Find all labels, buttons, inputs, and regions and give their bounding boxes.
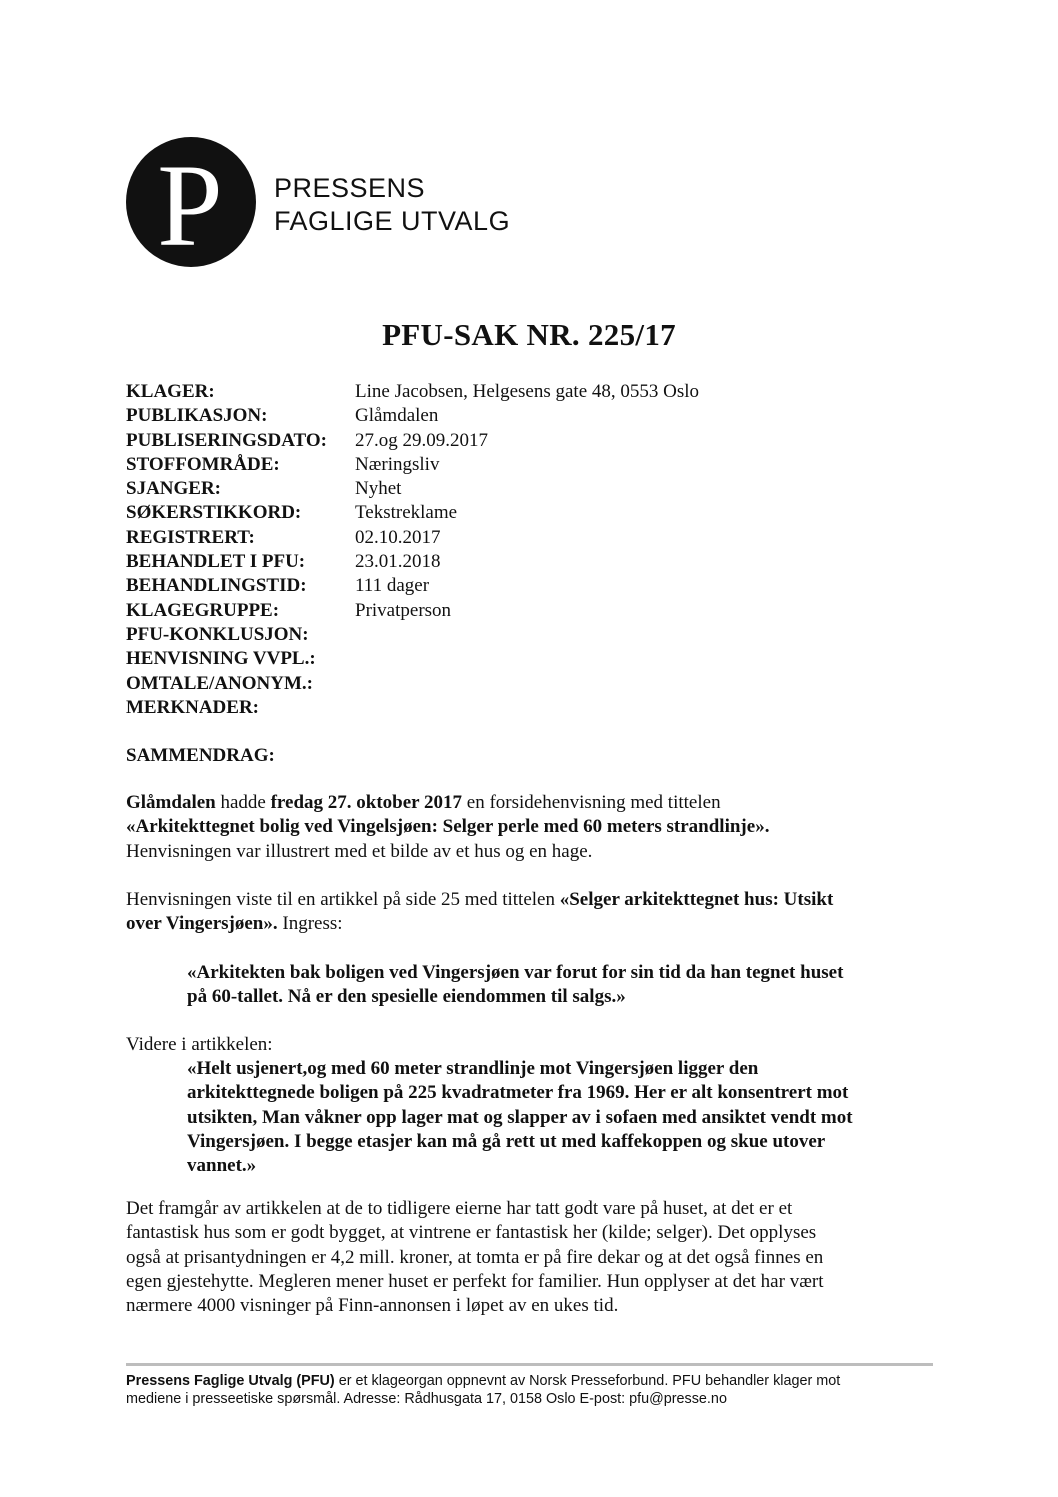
footer-org-name: Pressens Faglige Utvalg (PFU) [126,1373,335,1389]
text-line: nærmere 4000 visninger på Finn-annonsen i løpet av en ukes tid. [126,1295,619,1317]
text-line: Videre i artikkelen: [126,1034,273,1055]
meta-row-stoffomrade [126,453,699,477]
bold-text: over Vingersjøen». [126,913,278,935]
meta-value: Glåmdalen [355,405,439,427]
meta-key: SJANGER: [126,478,222,500]
ingress-quote [187,961,937,1010]
meta-key: BEHANDLINGSTID: [126,575,307,597]
text-span: hadde [215,792,271,813]
footer-text: er et klageorgan oppnevnt av Norsk Presseforbund. PFU behandler klager mot [334,1373,841,1389]
quote-line: vannet.» [187,1155,257,1177]
text-line: egen gjestehytte. Megleren mener huset er perfekt for familier. Hun opplyser at det har vært [126,1270,824,1292]
meta-row-sokerstikkord [126,501,699,525]
footer-line [126,1372,946,1390]
text-span: Ingress: [277,913,343,935]
summary-paragraph-2 [126,888,926,937]
meta-key: KLAGER: [126,381,215,402]
meta-key: BEHANDLET I PFU: [126,551,306,573]
meta-key: HENVISNING VVPL.: [126,648,316,670]
meta-row-omtale [126,672,699,696]
article-quote [187,1057,937,1178]
bold-text: Glåmdalen [126,792,216,813]
quote-line: på 60-tallet. Nå er den spesielle eiendommen til salgs.» [187,986,626,1008]
text-line [126,888,926,912]
text-span: en forsidehenvisning med tittelen [462,792,721,813]
bold-text: «Arkitekttegnet bolig ved Vingelsjøen: Selger perle med 60 meters strandlinje». [126,816,770,838]
text-line [126,912,926,936]
meta-key: STOFFOMRÅDE: [126,453,280,475]
summary-paragraph-1 [126,791,926,864]
meta-value: 23.01.2018 [355,551,441,573]
text-span: Henvisningen viste til en artikkel på side 25 med tittelen [126,889,560,910]
pfu-logo-icon [126,137,256,267]
meta-row-konklusjon [126,623,699,647]
footer [126,1372,946,1408]
meta-row-publiseringsdato [126,429,699,453]
org-name [274,172,510,238]
bold-text: fredag 27. oktober 2017 [270,792,463,813]
summary-heading: SAMMENDRAG: [126,745,275,766]
footer-divider [126,1363,933,1366]
meta-value: 111 dager [355,575,430,597]
meta-row-publikasjon [126,404,699,428]
text-line: fantastisk hus som er godt bygget, at vintrene er fantastisk her (kilde; selger). Det opplyses [126,1222,817,1244]
meta-key: PUBLIKASJON: [126,405,268,427]
meta-value: Tekstreklame [355,502,458,524]
meta-key: REGISTRERT: [126,526,255,548]
meta-value: Privatperson [355,599,452,621]
meta-row-registrert [126,526,699,550]
meta-value: 27.og 29.09.2017 [355,429,488,451]
meta-key: KLAGEGRUPPE: [126,599,280,621]
meta-key: SØKERSTIKKORD: [126,502,302,524]
meta-value: 02.10.2017 [355,526,441,548]
logo-letter: P [157,140,223,267]
meta-row-behandlet [126,550,699,574]
further-label [126,1033,926,1057]
meta-row-henvisning [126,647,699,671]
meta-key: PUBLISERINGSDATO: [126,429,327,451]
text-line [126,815,926,839]
bold-text: «Selger arkitekttegnet hus: Utsikt [559,889,834,910]
text-line: Henvisningen var illustrert med et bilde av et hus og en hage. [126,840,593,862]
org-name-line2: FAGLIGE UTVALG [274,206,511,236]
org-name-line1: PRESSENS [274,173,426,203]
meta-row-klagegruppe [126,599,699,623]
quote-line: arkitekttegnede boligen på 225 kvadratmeter fra 1969. Her er alt konsentrert mot [187,1082,849,1104]
case-metadata [126,380,699,720]
quote-line: utsikten, Man våkner opp lager mat og slapper av i sofaen med ansiktet vendt mot [187,1106,853,1128]
summary-paragraph-3 [126,1197,926,1318]
meta-row-sjanger [126,477,699,501]
quote-line: «Helt usjenert,og med 60 meter strandlinje mot Vingersjøen ligger den [187,1058,759,1079]
quote-line: Vingersjøen. I begge etasjer kan må gå rett ut med kaffekoppen og skue utover [187,1130,826,1152]
text-line: også at prisantydningen er 4,2 mill. kroner, at tomta er på fire dekar og at det også finnes en [126,1246,824,1268]
meta-value: Næringsliv [355,453,440,475]
meta-key: MERKNADER: [126,696,259,718]
meta-row-merknader [126,696,699,720]
text-line: Det framgår av artikkelen at de to tidligere eierne har tatt godt vare på huset, at det er et [126,1198,793,1219]
text-line [126,791,926,815]
meta-value: Line Jacobsen, Helgesens gate 48, 0553 Oslo [355,381,700,402]
meta-row-klager [126,380,699,404]
meta-key: OMTALE/ANONYM.: [126,672,313,694]
case-title: PFU-SAK NR. 225/17 [382,317,676,352]
quote-line: «Arkitekten bak boligen ved Vingersjøen var forut for sin tid da han tegnet huset [187,962,844,983]
meta-key: PFU-KONKLUSJON: [126,623,309,645]
meta-value: Nyhet [355,478,402,500]
footer-line: mediene i presseetiske spørsmål. Adresse: Rådhusgata 17, 0158 Oslo E-post: pfu@presse.no [126,1391,727,1407]
meta-row-behandlingstid [126,574,699,598]
